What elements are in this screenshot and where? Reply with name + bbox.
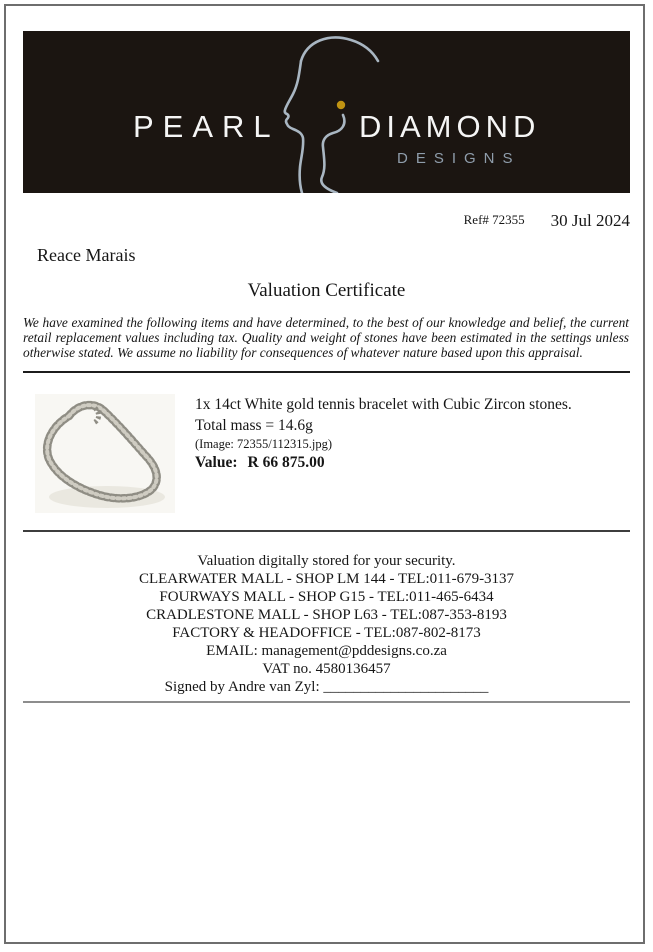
footer-line-fourways: FOURWAYS MALL - SHOP G15 - TEL:011-465-6434 [159, 589, 494, 605]
footer-line-email: EMAIL: management@pddesigns.co.za [206, 643, 447, 659]
item-value-line [195, 454, 630, 471]
footer-contact-block [0, 552, 653, 696]
brand-banner [23, 31, 630, 193]
footer-line-clearwater: CLEARWATER MALL - SHOP LM 144 - TEL:011-679-3137 [138, 571, 515, 587]
item-details [195, 396, 630, 471]
item-image-reference: (Image: 72355/112315.jpg) [195, 437, 333, 451]
earring-dot-icon [337, 101, 345, 109]
footer-line-security: Valuation digitally stored for your security. [197, 553, 456, 569]
reference-row [464, 211, 630, 231]
divider-bottom [23, 701, 630, 703]
brand-word-diamond: DIAMOND [359, 109, 541, 144]
footer-line-cradlestone: CRADLESTONE MALL - SHOP L63 - TEL:087-353-8193 [146, 607, 507, 623]
signature-line [0, 678, 653, 696]
footer-line-vat: VAT no. 4580136457 [262, 661, 391, 677]
document-date: 30 Jul 2024 [550, 211, 630, 230]
divider-middle [23, 530, 630, 532]
disclaimer-text: We have examined the following items and have determined, to the best of our knowledge and belief, the current retail replacement values including tax. Quality and weight of stones have been estimated in the settings unless otherwise stated. We assume no liability for consequences of whatever nature based upon this appraisal. [23, 315, 629, 360]
signature-label: Signed by Andre van Zyl: [164, 679, 320, 695]
item-value-amount: R 66 875.00 [247, 454, 325, 471]
bracelet-photo [35, 394, 175, 513]
item-description: 1x 14ct White gold tennis bracelet with Cubic Zircon stones. [195, 396, 572, 413]
page-title: Valuation Certificate [247, 280, 406, 301]
client-name: Reace Marais [37, 245, 136, 265]
item-mass: Total mass = 14.6g [195, 417, 313, 434]
brand-word-pearl: PEARL [133, 109, 280, 144]
signature-blank: ______________________ [323, 679, 489, 695]
reference-number: Ref# 72355 [463, 212, 525, 227]
footer-line-headoffice: FACTORY & HEADOFFICE - TEL:087-802-8173 [172, 625, 481, 641]
divider-top [23, 371, 630, 373]
item-value-label: Value: [195, 454, 238, 471]
brand-word-designs: DESIGNS [397, 150, 521, 167]
